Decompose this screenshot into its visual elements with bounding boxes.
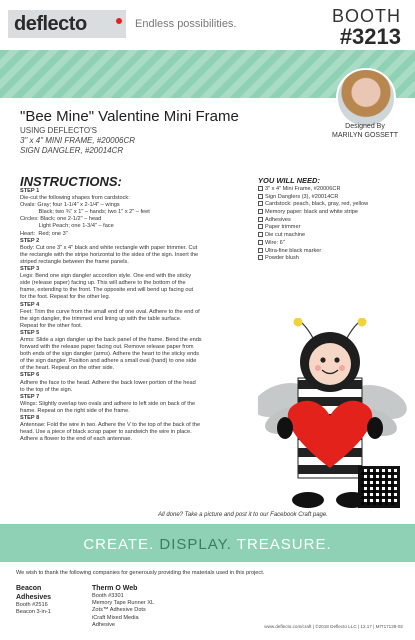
designer-credit [318,122,412,140]
step-text: Wings: Slightly overlap two ovals and adhere to left side on back of the [20,400,196,407]
product-frame: 3" x 4" MINI FRAME, #20006CR [20,136,136,145]
supplies-list [258,186,408,263]
step-text: Circles: Black; one 2-1/2" – head [20,216,102,223]
step-text: for the foot. Repeat for the other leg. [20,294,111,301]
step-text: Light Peach; one 1-3/4" – face [20,223,114,230]
supply-item [258,201,408,209]
logo [8,10,126,38]
checkbox-icon [258,255,263,260]
cta-text: All done? Take a picture and post it to our Facebook Craft page. [158,512,328,518]
product-info [20,126,135,156]
step-heading: STEP 7 [20,393,40,400]
step-text: to the top of the sign. [20,386,73,393]
sponsor-line: Adhesive [92,621,116,628]
sponsor-line: Beacon 3-in-1 [16,609,51,616]
tagline: Endless possibilities. [135,18,237,30]
supply-item [258,186,408,194]
designer-name: MARILYN GOSSETT [332,132,398,139]
step-text: Legs: Bend one sign dangler accordion style. One end with the sticky [20,273,192,280]
sponsor-line: Zots™ Adhesive Dots [92,607,146,614]
slogan-display: DISPLAY. [159,536,232,553]
checkbox-icon [258,240,263,245]
booth-number: #3213 [339,24,401,49]
checkbox-icon [258,217,263,222]
slogan-treasure: TREASURE. [236,536,332,553]
sponsor-line: Memory Tape Runner XL [92,600,155,607]
step-text: Heart: Red; one 3" [20,230,68,237]
step-text: of the sign dangler. Position and adhere a small oval (hand) to one side [20,358,197,365]
sponsor-beacon [16,584,51,616]
step-text: the sign dangler, the trimmed end lining up with the table surface. [20,315,182,322]
sponsor-line: iCraft Mixed Media [92,614,139,621]
step-text: Body: Cut one 3" x 4" black and white rectangle with paper trimmer. Cut [20,244,198,251]
supply-label: Paper trimmer [265,224,301,231]
checkbox-icon [258,224,263,229]
checkbox-icon [258,186,263,191]
step-heading: STEP 2 [20,237,40,244]
step-text: Adhere the face to the head. Adhere the back lower portion of the head [20,379,196,386]
designed-by-label: Designed By [345,123,385,130]
step-text: Adhere a flower to the end of each antennae. [20,436,132,443]
supply-item [258,194,408,202]
checkbox-icon [258,194,263,199]
supply-label: Sign Danglers (3), #20014CR [265,193,339,200]
supply-label: Memory paper: black and white stripe [265,209,358,216]
using-label: USING DEFLECTO'S [20,126,97,135]
supply-item [258,255,408,263]
checkbox-icon [258,232,263,237]
supply-label: Adhesives [265,216,291,223]
logo-dot [116,18,122,24]
sponsor-name-line2: Adhesives [16,594,52,601]
supply-label: Powder blush [265,255,299,262]
step-text: forward with the release paper facing out. Remove release paper from [20,344,194,351]
step-text: head. Use a piece of black scrap paper to sandwich the wire in place. [20,429,192,436]
supply-label: Cardstock: peach, black, gray, red, yellow [265,201,369,208]
project-title: "Bee Mine" Valentine Mini Frame [20,108,239,125]
qr-code[interactable] [358,466,400,508]
step-text: frame, extending to the front. The opposite end will bend up facing out [20,287,194,294]
step-heading: STEP 6 [20,372,40,379]
step-text: Black; two ¾" x 1" – hands; two 1" x 2" – feet [20,209,150,216]
step-text: Die-cut the following shapes from cardstock: [20,195,130,202]
product-dangler: SIGN DANGLER, #20014CR [20,146,124,155]
step-heading: STEP 3 [20,266,40,273]
sponsor-line: Booth #2516 [16,602,48,608]
supply-label: 3" x 4" Mini Frame, #20006CR [265,186,341,192]
instructions-steps [20,188,252,443]
checkbox-icon [258,201,263,206]
logo-text: deflecto [14,13,87,35]
step-text: Antennae: Fold the wire in two. Adhere the V to the top of the back of the [20,422,201,429]
sponsor-name: Therm O Web [92,585,138,592]
supply-item [258,248,408,256]
step-heading: STEP 8 [20,415,40,421]
step-text: Repeat for the other foot. [20,322,83,329]
step-text: the rectangle with the stripe horizontal to the sides of the sign. Insert the [20,251,199,258]
supply-item [258,217,408,225]
slogan-create: CREATE. [83,536,155,553]
checkbox-icon [258,209,263,214]
step-text: both ends of the sign dangler (arms). Adhere the heart to the sticky ends [20,351,200,358]
designer-photo [336,68,396,128]
sponsor-name: Beacon [16,585,42,592]
supply-label: Ultra-fine black marker [265,247,322,254]
slogan [0,536,415,553]
supply-item [258,209,408,217]
step-heading: STEP 5 [20,329,40,336]
supply-item [258,240,408,248]
header [0,0,415,48]
footer-url[interactable]: www.deflecto.com/craft | ©2018 Deflecto LLC | 12.17 | MIT17128-02 [264,624,403,629]
step-text: Feet: Trim the curve from the small end of one oval. Adhere to the end of [20,308,200,315]
step-text: side (release paper) facing up. This will adhere to the bottom of the [20,280,186,287]
supply-item [258,224,408,232]
supply-label: Die cut machine [265,232,306,239]
checkbox-icon [258,248,263,253]
step-text: Arms: Slide a sign dangler up the back panel of the frame. Bend the ends [20,336,202,343]
instructions-heading: INSTRUCTIONS: [20,174,122,189]
step-heading: STEP 4 [20,301,40,308]
sponsor-thermoweb [92,584,154,629]
step-text: Ovals: Gray; four 1-1/4" x 2-1/4" – wings [20,202,120,209]
supply-label: Wire: 6" [265,239,285,246]
step-text: frame. Repeat on the right side of the frame. [20,407,130,414]
step-text: striped rectangle between the frame panels. [20,258,129,265]
supply-item [258,232,408,240]
step-text: of the heart. Repeat on the other side. [20,365,115,372]
supplies-heading: YOU WILL NEED: [258,176,320,185]
step-heading: STEP 1 [20,188,40,194]
thanks-text: We wish to thank the following companies for generously providing the materials used in this project. [16,570,265,576]
sponsor-line: Booth #3301 [92,593,124,599]
booth-label: BOOTH [331,6,401,26]
